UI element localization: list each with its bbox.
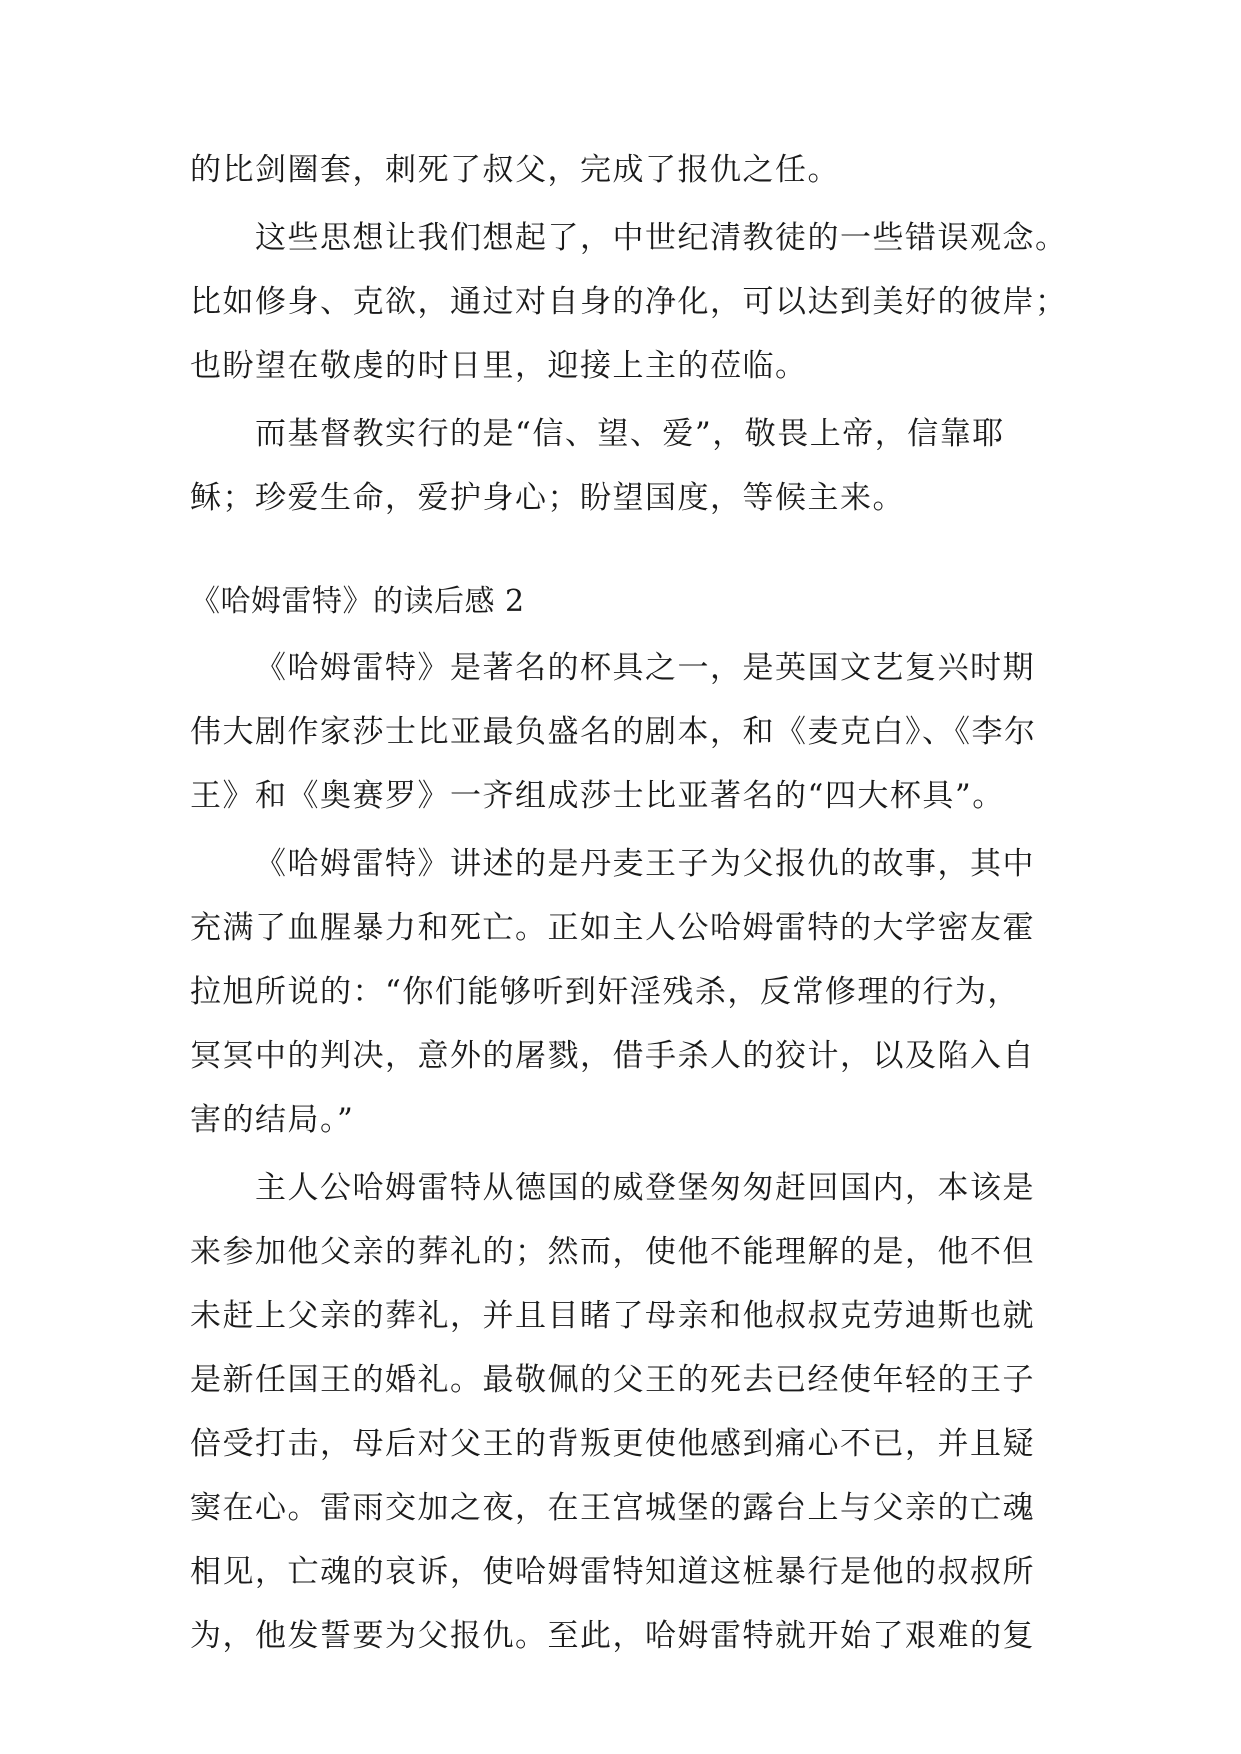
paragraph-line: 比如修身、克欲，通过对自身的净化，可以达到美好的彼岸； bbox=[190, 284, 1068, 320]
paragraph-line: 而基督教实行的是“信、望、爱”，敬畏上帝，信靠耶 bbox=[255, 416, 1005, 452]
paragraph-line: 冥冥中的判决，意外的屠戮，借手杀人的狡计，以及陷入自 bbox=[190, 1038, 1035, 1074]
paragraph-line: 为，他发誓要为父报仇。至此，哈姆雷特就开始了艰难的复 bbox=[190, 1618, 1035, 1654]
paragraph-line: 的比剑圈套，刺死了叔父，完成了报仇之任。 bbox=[190, 152, 840, 188]
paragraph-line: 未赶上父亲的葬礼，并且目睹了母亲和他叔叔克劳迪斯也就 bbox=[190, 1298, 1035, 1334]
paragraph-line: 倍受打击，母后对父王的背叛更使他感到痛心不已，并且疑 bbox=[190, 1426, 1035, 1462]
paragraph-line: 《哈姆雷特》讲述的是丹麦王子为父报仇的故事，其中 bbox=[255, 846, 1035, 882]
paragraph-line: 相见，亡魂的哀诉，使哈姆雷特知道这桩暴行是他的叔叔所 bbox=[190, 1554, 1035, 1590]
paragraph-line: 《哈姆雷特》是著名的杯具之一，是英国文艺复兴时期 bbox=[255, 650, 1035, 686]
paragraph-line: 主人公哈姆雷特从德国的威登堡匆匆赶回国内，本该是 bbox=[255, 1170, 1035, 1206]
paragraph-line: 这些思想让我们想起了，中世纪清教徒的一些错误观念。 bbox=[255, 220, 1068, 256]
section-heading: 《哈姆雷特》的读后感 2 bbox=[190, 584, 525, 619]
paragraph-line: 窦在心。雷雨交加之夜，在王宫城堡的露台上与父亲的亡魂 bbox=[190, 1490, 1035, 1526]
paragraph-line: 充满了血腥暴力和死亡。正如主人公哈姆雷特的大学密友霍 bbox=[190, 910, 1035, 946]
paragraph-line: 伟大剧作家莎士比亚最负盛名的剧本，和《麦克白》、《李尔 bbox=[190, 714, 1037, 750]
paragraph-line: 是新任国王的婚礼。最敬佩的父王的死去已经使年轻的王子 bbox=[190, 1362, 1035, 1398]
paragraph-line: 王》和《奥赛罗》一齐组成莎士比亚著名的“四大杯具”。 bbox=[190, 778, 1005, 814]
paragraph-line: 也盼望在敬虔的时日里，迎接上主的莅临。 bbox=[190, 348, 808, 384]
paragraph-line: 拉旭所说的：“你们能够听到奸淫残杀，反常修理的行为， bbox=[190, 974, 1020, 1010]
paragraph-line: 稣；珍爱生命，爱护身心；盼望国度，等候主来。 bbox=[190, 480, 905, 516]
paragraph-line: 来参加他父亲的葬礼的；然而，使他不能理解的是，他不但 bbox=[190, 1234, 1035, 1270]
paragraph-line: 害的结局。” bbox=[190, 1102, 355, 1138]
